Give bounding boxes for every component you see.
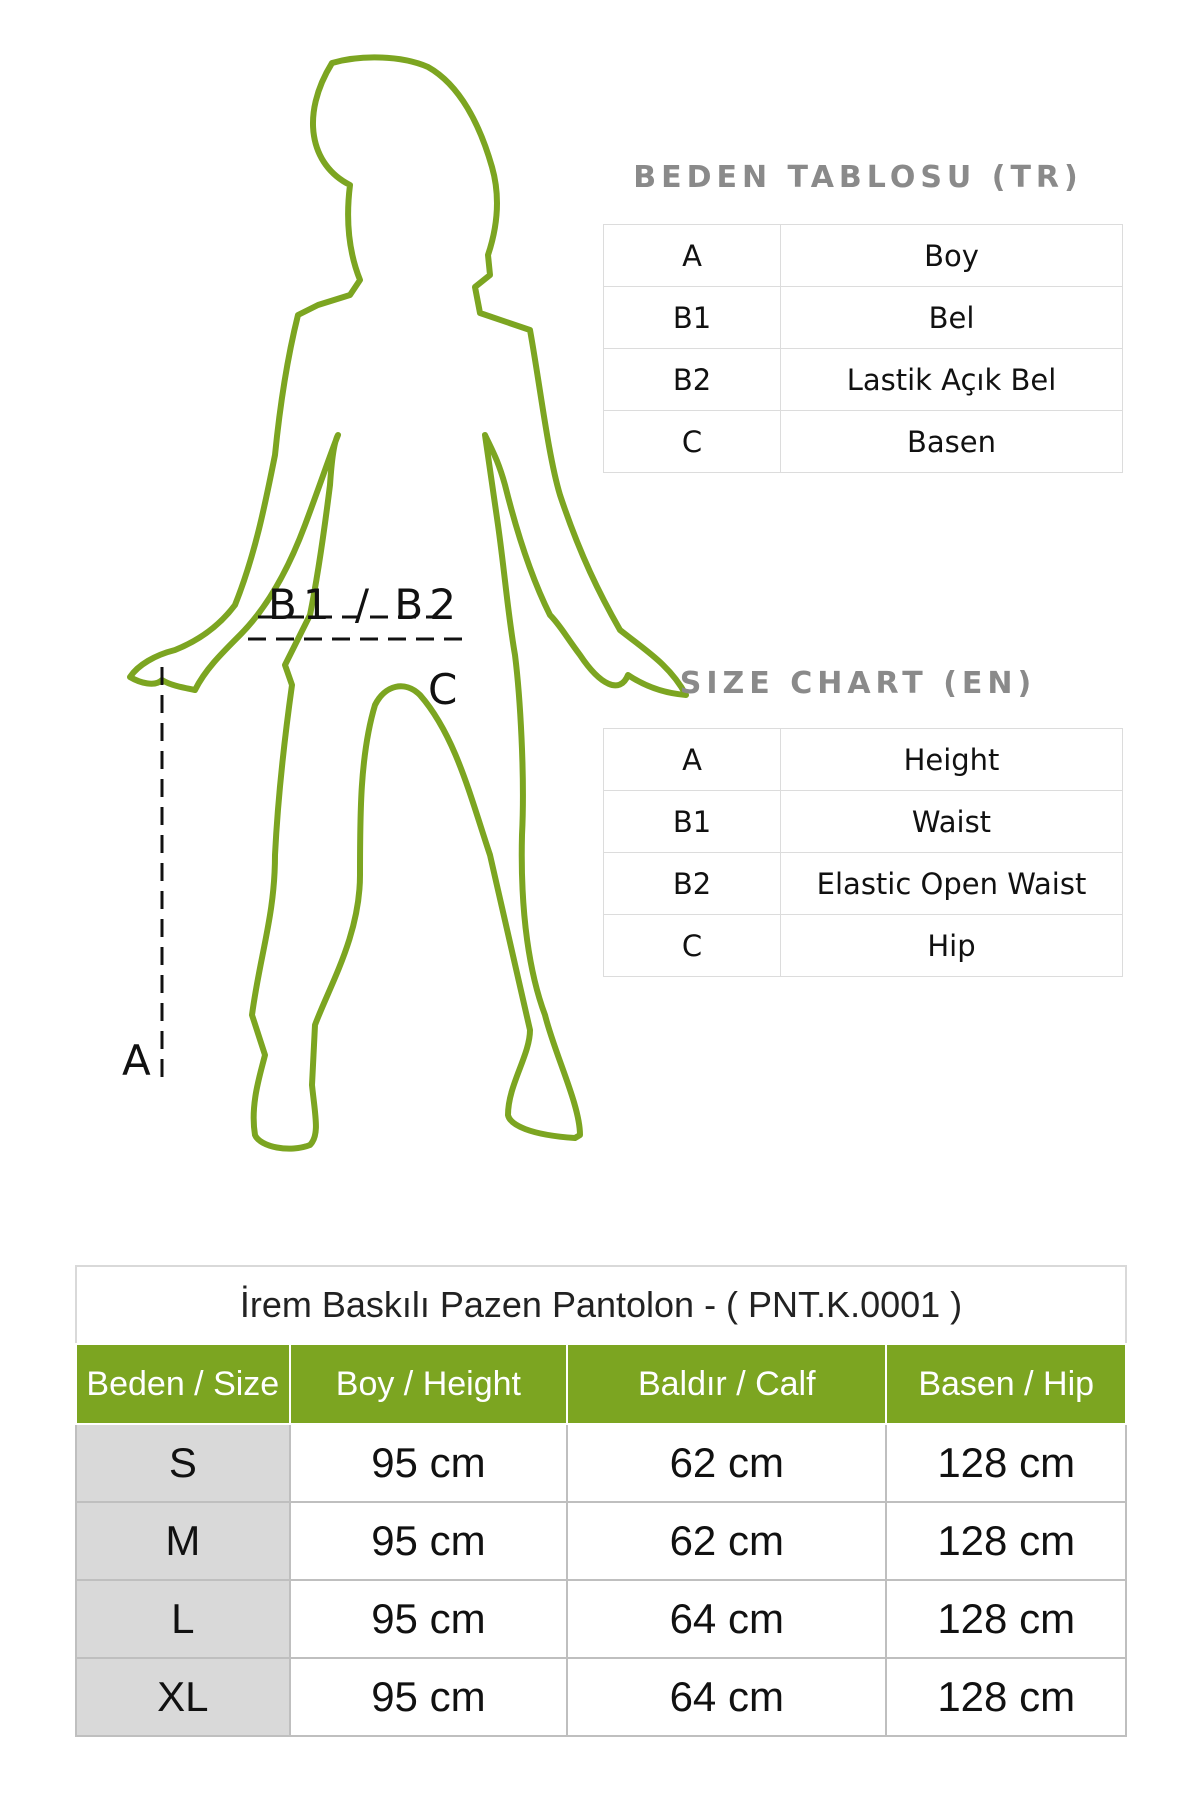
size-cell: S <box>76 1424 290 1502</box>
legend-en-table <box>603 728 1123 977</box>
legend-tr-row <box>604 287 1123 349</box>
hip-cell: 128 cm <box>886 1424 1126 1502</box>
hip-cell: 128 cm <box>886 1580 1126 1658</box>
legend-en-row <box>604 853 1123 915</box>
legend-name: Lastik Açık Bel <box>781 349 1123 411</box>
size-cell: L <box>76 1580 290 1658</box>
legend-code: B2 <box>604 349 781 411</box>
legend-tr-row <box>604 349 1123 411</box>
table-row <box>76 1502 1126 1580</box>
size-table-title: İrem Baskılı Pazen Pantolon - ( PNT.K.0001 ) <box>75 1265 1127 1343</box>
legend-name: Basen <box>781 411 1123 473</box>
height-label: A <box>122 1036 151 1085</box>
size-table <box>75 1265 1127 1737</box>
calf-cell: 62 cm <box>567 1502 886 1580</box>
height-cell: 95 cm <box>290 1658 567 1736</box>
legend-code: B1 <box>604 287 781 349</box>
legend-en-row <box>604 915 1123 977</box>
hip-label: C <box>428 665 458 714</box>
legend-name: Waist <box>781 791 1123 853</box>
legend-name: Boy <box>781 225 1123 287</box>
legend-en-row <box>604 729 1123 791</box>
legend-name: Bel <box>781 287 1123 349</box>
legend-code: C <box>604 915 781 977</box>
legend-tr-title: BEDEN TABLOSU (TR) <box>633 160 1083 195</box>
header-calf: Baldır / Calf <box>567 1344 886 1424</box>
legend-code: C <box>604 411 781 473</box>
calf-cell: 64 cm <box>567 1580 886 1658</box>
size-cell: XL <box>76 1658 290 1736</box>
size-cell: M <box>76 1502 290 1580</box>
legend-name: Height <box>781 729 1123 791</box>
legend-name: Hip <box>781 915 1123 977</box>
legend-name: Elastic Open Waist <box>781 853 1123 915</box>
legend-en-row <box>604 791 1123 853</box>
legend-code: A <box>604 225 781 287</box>
legend-code: B1 <box>604 791 781 853</box>
size-table-header-row <box>76 1344 1126 1424</box>
body-silhouette-figure <box>60 55 650 1205</box>
height-cell: 95 cm <box>290 1580 567 1658</box>
table-row <box>76 1424 1126 1502</box>
size-table-container <box>75 1265 1127 1737</box>
legend-tr-row <box>604 411 1123 473</box>
header-hip: Basen / Hip <box>886 1344 1126 1424</box>
header-height: Boy / Height <box>290 1344 567 1424</box>
waist-label: B1 / B2 <box>268 580 462 629</box>
hip-cell: 128 cm <box>886 1658 1126 1736</box>
table-row <box>76 1580 1126 1658</box>
legend-tr-table <box>603 224 1123 473</box>
table-row <box>76 1658 1126 1736</box>
body-outline-icon <box>60 55 650 1205</box>
height-cell: 95 cm <box>290 1502 567 1580</box>
legend-en-title: SIZE CHART (EN) <box>679 666 1037 701</box>
calf-cell: 62 cm <box>567 1424 886 1502</box>
legend-tr-row <box>604 225 1123 287</box>
height-cell: 95 cm <box>290 1424 567 1502</box>
legend-code: A <box>604 729 781 791</box>
hip-cell: 128 cm <box>886 1502 1126 1580</box>
calf-cell: 64 cm <box>567 1658 886 1736</box>
legend-code: B2 <box>604 853 781 915</box>
header-size: Beden / Size <box>76 1344 290 1424</box>
